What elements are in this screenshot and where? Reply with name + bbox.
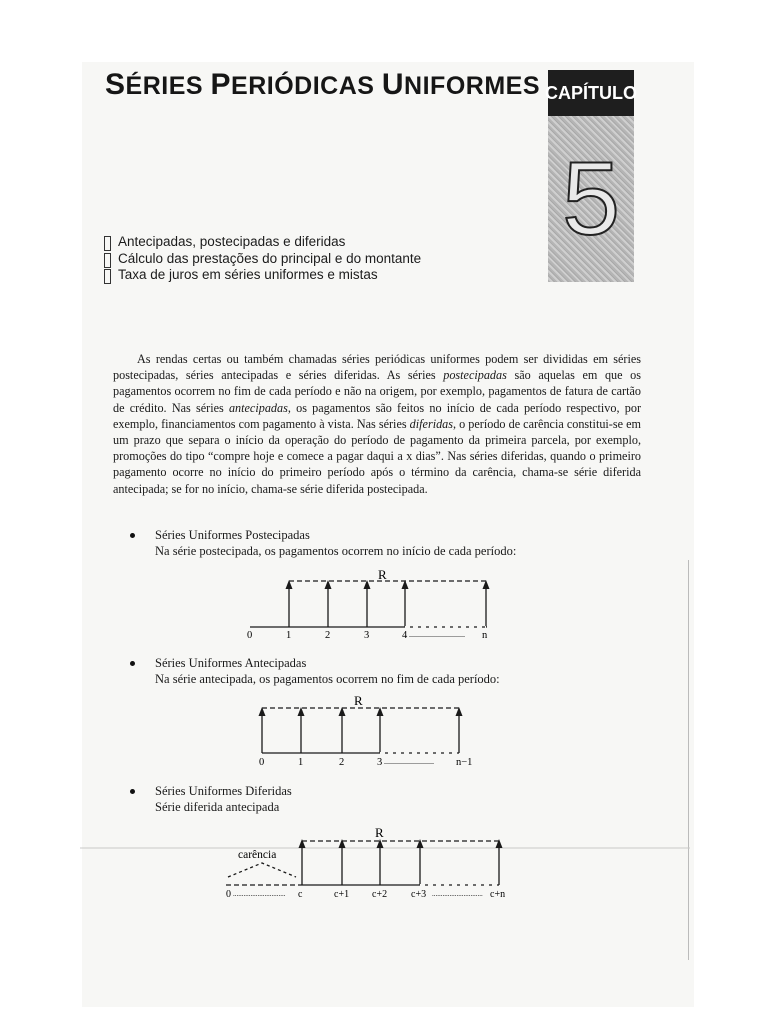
section-title: Séries Uniformes Diferidas bbox=[155, 784, 292, 798]
svg-text:n: n bbox=[482, 630, 488, 641]
page-title: SÉRIES PERIÓDICAS UNIFORMES bbox=[105, 68, 540, 101]
svg-text:n−1: n−1 bbox=[456, 757, 473, 768]
svg-text:1: 1 bbox=[298, 757, 304, 768]
section-title: Séries Uniformes Antecipadas bbox=[155, 656, 307, 670]
chapter-number: 5 bbox=[562, 141, 620, 257]
diagram-r-label: R bbox=[375, 825, 384, 840]
svg-text:c+n: c+n bbox=[490, 889, 506, 900]
svg-text:c+2: c+2 bbox=[372, 889, 388, 900]
section-subtitle: Na série postecipada, os pagamentos ocorrem no início de cada período: bbox=[155, 544, 517, 558]
topic-item: Antecipadas, postecipadas e diferidas bbox=[104, 234, 421, 251]
svg-text:0: 0 bbox=[247, 630, 253, 641]
diagram-r-label: R bbox=[378, 567, 387, 582]
svg-text:..............................: .............................. bbox=[233, 890, 286, 898]
svg-text:c+1: c+1 bbox=[334, 889, 350, 900]
section-subtitle: Na série antecipada, os pagamentos ocorrem no fim de cada período: bbox=[155, 672, 500, 686]
svg-text:c: c bbox=[298, 889, 303, 900]
svg-text:1: 1 bbox=[286, 630, 292, 641]
svg-text:c+3: c+3 bbox=[411, 889, 427, 900]
carencia-label: carência bbox=[238, 849, 277, 861]
svg-text:............................: ............................ bbox=[409, 630, 465, 639]
svg-text:3: 3 bbox=[377, 757, 383, 768]
topic-item: Cálculo das prestações do principal e do montante bbox=[104, 251, 421, 268]
diagram-r-label: R bbox=[354, 693, 363, 708]
svg-text:0: 0 bbox=[259, 757, 265, 768]
svg-text:2: 2 bbox=[339, 757, 345, 768]
section-title: Séries Uniformes Postecipadas bbox=[155, 528, 310, 542]
svg-text:0: 0 bbox=[226, 889, 231, 900]
chapter-label: CAPÍTULO bbox=[548, 70, 634, 116]
svg-text:4: 4 bbox=[402, 630, 408, 641]
svg-text:.........................: ......................... bbox=[384, 757, 434, 766]
topic-item: Taxa de juros em séries uniformes e mistas bbox=[104, 267, 421, 284]
svg-text:3: 3 bbox=[364, 630, 370, 641]
intro-paragraph: As rendas certas ou também chamadas séries periódicas uniformes podem ser divididas em séries postecipadas, séries antecipadas e séries diferidas. As séries postecipadas são aquelas em que os pagamentos ocorrem no fim de cada período e não na origem, por exemplo, pagamentos de fatura de cartão de crédito. Nas séries antecipadas, os pagamentos são feitos no início de cada período respectivo, por exemplo, financiamentos com pagamento à vista. Nas séries diferidas, o período de carência constitui-se em um prazo que separa o início da operação do período de pagamento da primeira parcela, por exemplo, promoções do tipo “compre hoje e comece a pagar daqui a x dias”. Nas séries diferidas, quando o primeiro pagamento ocorre no início do primeiro período após o término da carência, chama-se série diferida antecipada; se for no início, chama-se série diferida postecipada. bbox=[113, 352, 641, 496]
svg-text:2: 2 bbox=[325, 630, 331, 641]
section-subtitle: Série diferida antecipada bbox=[155, 800, 280, 814]
svg-text:.............................: ............................. bbox=[432, 890, 483, 898]
